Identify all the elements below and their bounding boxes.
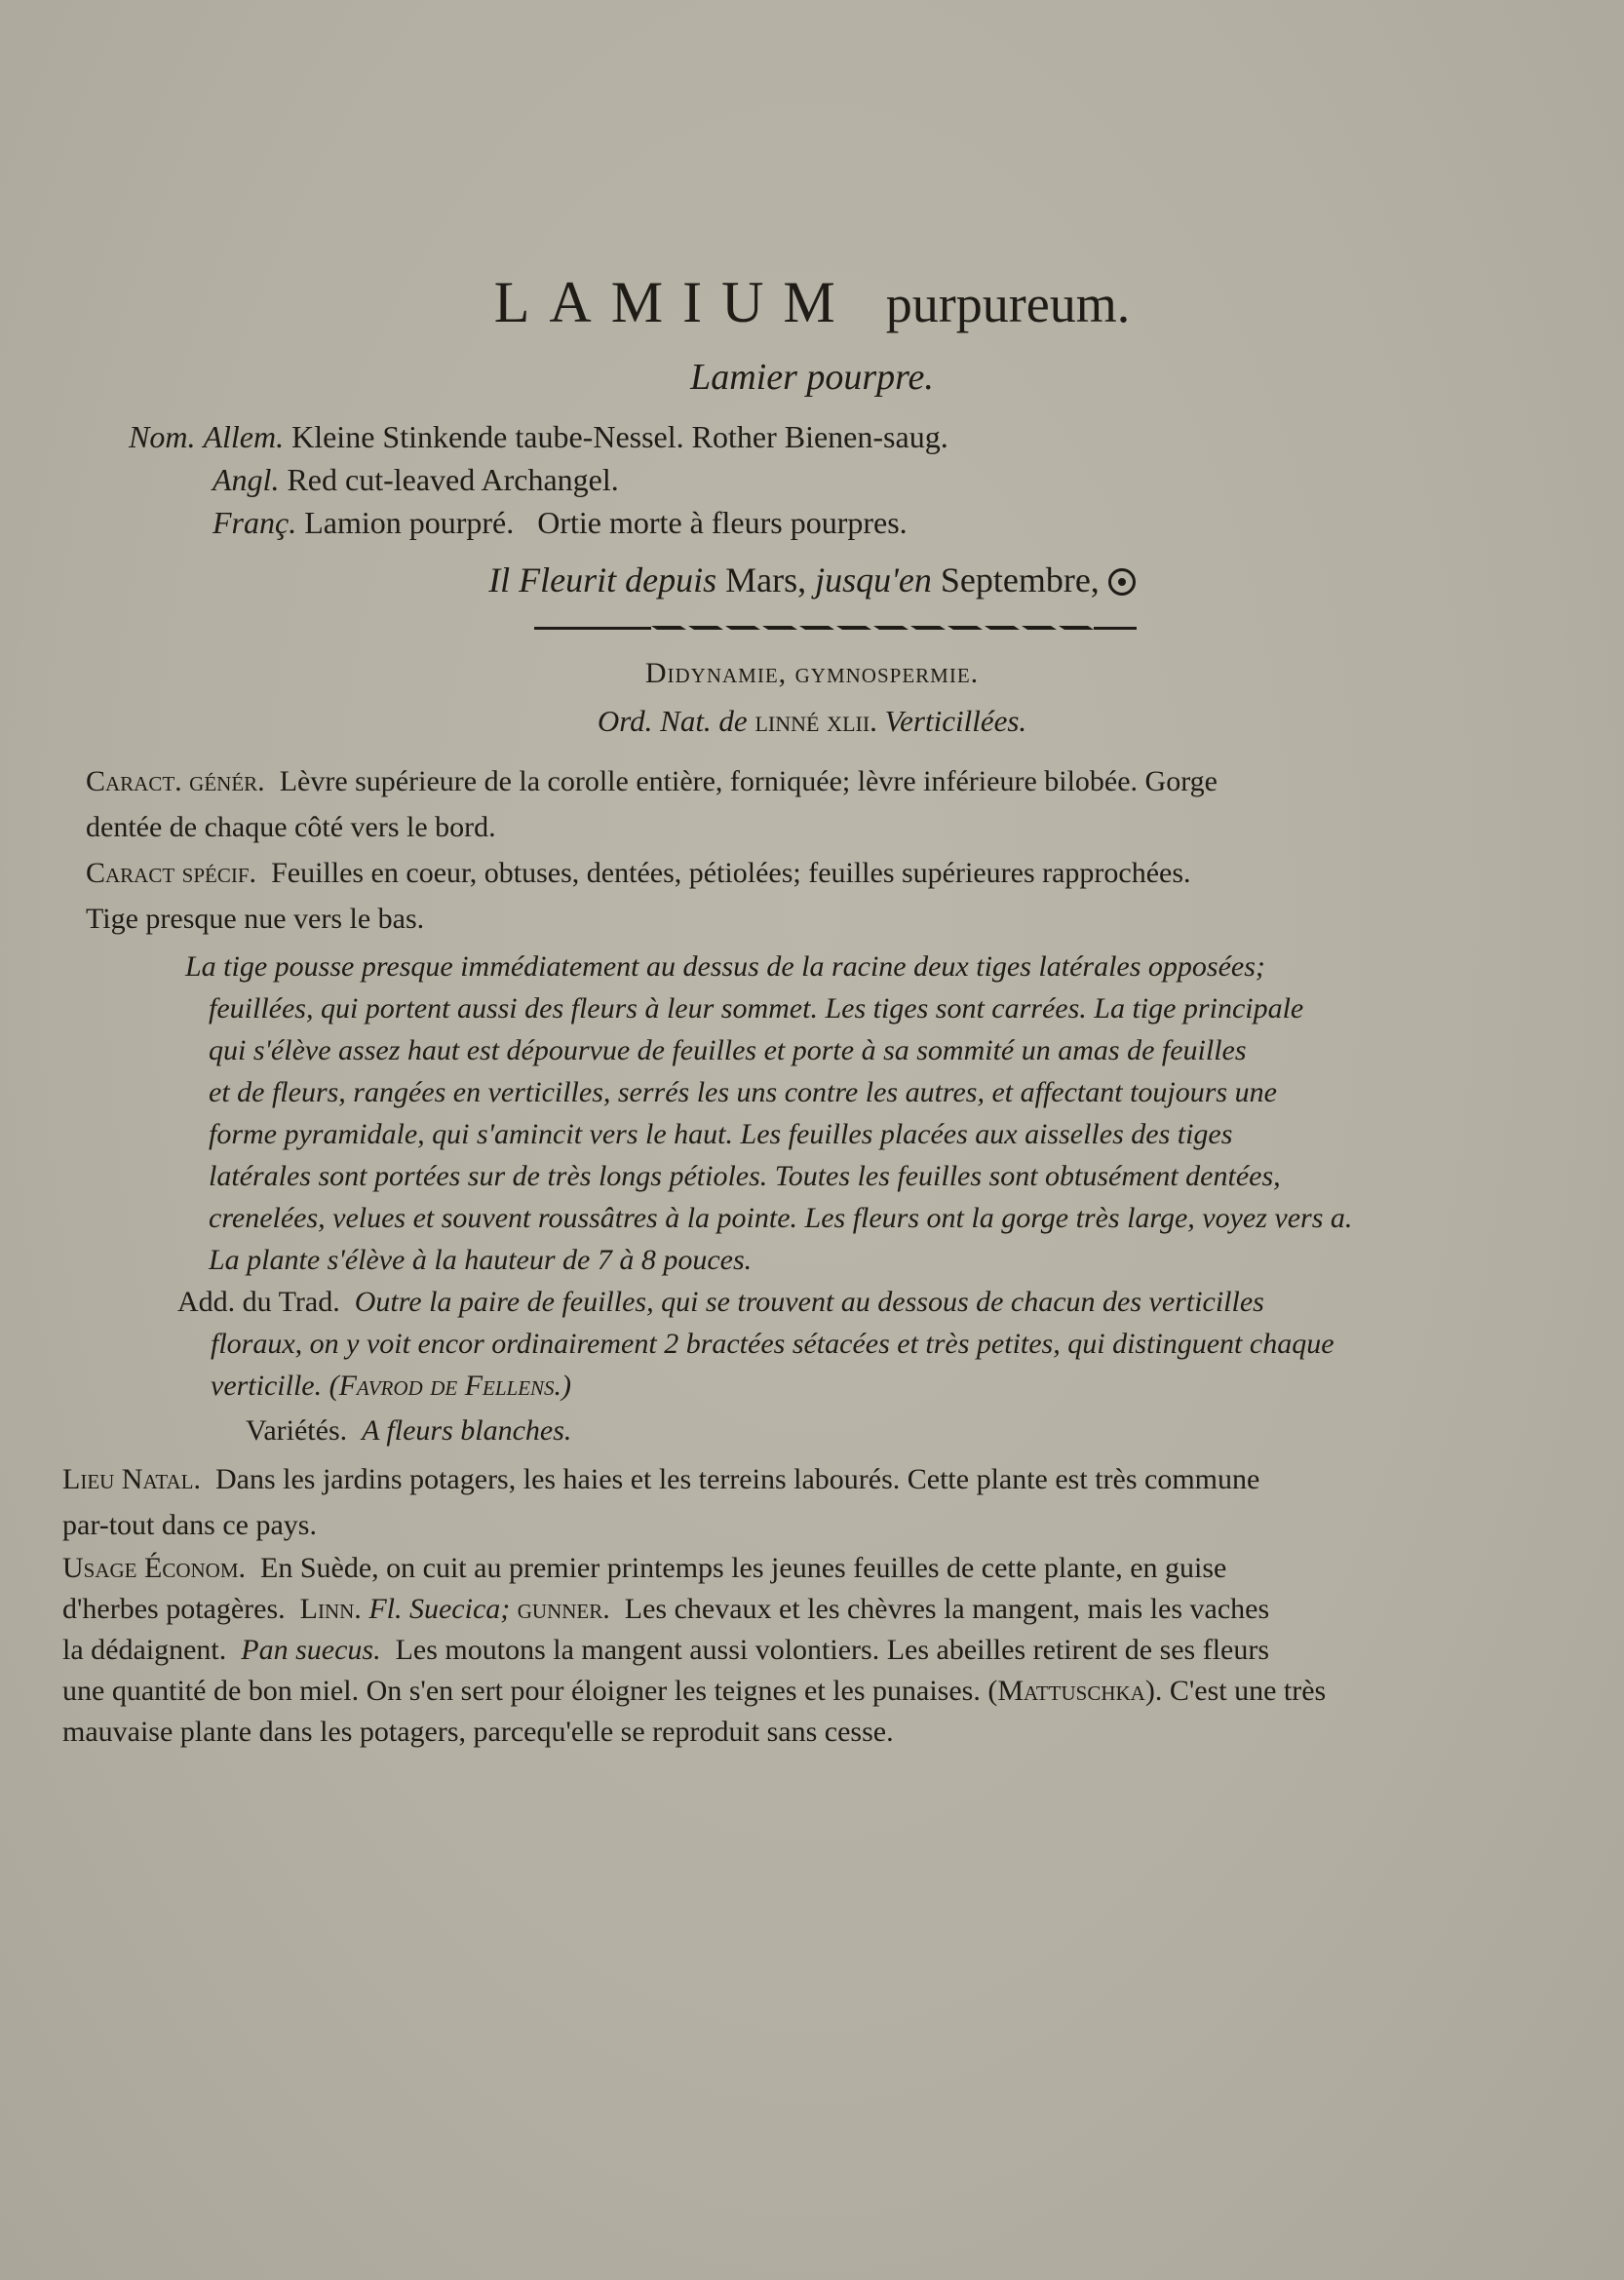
description-line: La plante s'élève à la hauteur de 7 à 8 pouces. [209,1244,753,1276]
addition-line2: floraux, on y voit encor ordinairement 2 bractées sétacées et très petites, qui distinguent chaque [211,1328,1334,1360]
usage-mattuschka: Mattuschka [997,1675,1145,1707]
description-line: qui s'élève assez haut est dépourvue de feuilles et porte à sa sommité un amas de feuilles [209,1034,1247,1066]
usage-line3c: Les moutons la mangent aussi volontiers. Les abeilles retirent de ses fleurs [395,1634,1270,1666]
flowering-text-c: jusqu'en [815,560,932,599]
description-line: crenelées, velues et souvent roussâtres à la pointe. Les fleurs ont la gorge très large, voyez vers a. [209,1202,1353,1234]
usage-econom [62,1548,1326,1753]
lieu-natal [62,1456,1259,1548]
varietes-label: Variétés. [246,1414,348,1447]
classification: Didynamie, gymnospermie. [644,657,980,689]
franc-label: Franç. [213,505,297,540]
angl-label: Angl. [213,462,280,497]
caract-gener-label: Caract. génér. [86,765,265,797]
allem-label: Allem. [203,419,285,454]
sun-icon [1108,568,1136,596]
caract-gener-line1: Lèvre supérieure de la corolle entière, forniquée; lèvre inférieure bilobée. Gorge [279,765,1218,797]
lieu-line2: par-tout dans ce pays. [62,1509,317,1541]
caract-specif-line1: Feuilles en coeur, obtuses, dentées, pétiolées; feuilles supérieures rapprochées. [271,857,1191,889]
description-line: feuillées, qui portent aussi des fleurs à leur sommet. Les tiges sont carrées. La tige principale [209,992,1304,1024]
ornamental-rule [534,624,1137,632]
order-linne: linné xlii. [754,704,877,738]
order-family: Verticillées. [884,704,1027,738]
usage-line4a: une quantité de bon miel. On s'en sert pour éloigner les teignes et les punaises. ( [62,1675,998,1707]
usage-pan-suecus: Pan suecus. [241,1634,381,1666]
lieu-line1: Dans les jardins potagers, les haies et les terreins labourés. Cette plante est très commune [214,1463,1260,1495]
names-angl [213,462,619,498]
addition-line1: Outre la paire de feuilles, qui se trouvent au dessous de chacun des verticilles [354,1286,1264,1318]
usage-line5: mauvaise plante dans les potagers, parcequ'elle se reproduit sans cesse. [62,1716,894,1748]
usage-line2e: Les chevaux et les chèvres la mangent, mais les vaches [624,1593,1270,1625]
varietes-text: A fleurs blanches. [362,1414,572,1447]
usage-label: Usage Économ. [62,1552,247,1584]
addition-line3a: verticille. ( [211,1370,339,1402]
franc-text: Lamion pourpré. Ortie morte à fleurs pourpres. [304,505,908,540]
description [185,946,1352,1281]
order-text-a: Ord. Nat. de [597,704,748,738]
page-title [0,269,1624,336]
description-line: et de fleurs, rangées en verticilles, serrés les uns contre les autres, et affectant toujours une [209,1076,1277,1108]
caract-specif-line2: Tige presque nue vers le bas. [86,903,425,935]
usage-line1: En Suède, on cuit au premier printemps les jeunes feuilles de cette plante, en guise [260,1552,1227,1584]
usage-line3a: la dédaignent. [62,1634,227,1666]
addition-label: Add. du Trad. [177,1286,340,1318]
usage-linn: Linn. [299,1593,362,1625]
allem-text: Kleine Stinkende taube-Nessel. Rother Bienen-saug. [291,419,948,454]
lieu-label: Lieu Natal. [62,1463,201,1495]
addition-line3c: .) [554,1370,572,1402]
usage-flora: Fl. Suecica; [368,1593,511,1625]
caract-gener-line2: dentée de chaque côté vers le bord. [86,811,496,843]
caract-specif [86,850,1191,942]
genus-name: LAMIUM [493,270,855,334]
names-allem [129,419,948,455]
flowering-month-start: Mars, [725,560,807,599]
description-line: La tige pousse presque immédiatement au dessus de la racine deux tiges latérales opposées; [185,950,1265,983]
varietes [246,1410,571,1451]
nom-label: Nom. [129,419,196,454]
caract-specif-label: Caract spécif. [86,857,257,889]
french-name: Lamier pourpre. [690,357,934,398]
addition [177,1281,1334,1407]
usage-line2a: d'herbes potagères. [62,1593,286,1625]
natural-order [0,704,1624,739]
angl-text: Red cut-leaved Archangel. [287,462,619,497]
flowering-text-a: Il Fleurit depuis [488,560,717,599]
addition-author: Favrod de Fellens [338,1370,555,1402]
names-franc [213,505,908,541]
species-name: purpureum. [885,275,1131,333]
description-line: forme pyramidale, qui s'amincit vers le haut. Les feuilles placées aux aisselles des tiges [209,1118,1233,1150]
description-line: latérales sont portées sur de très longs pétioles. Toutes les feuilles sont obtusément dentées, [209,1160,1281,1192]
caract-gener [86,758,1218,850]
flowering-line [0,560,1624,600]
flowering-month-end: Septembre, [940,560,1100,599]
usage-line4c: ). C'est une très [1144,1675,1327,1707]
usage-gunner: gunner. [517,1593,610,1625]
